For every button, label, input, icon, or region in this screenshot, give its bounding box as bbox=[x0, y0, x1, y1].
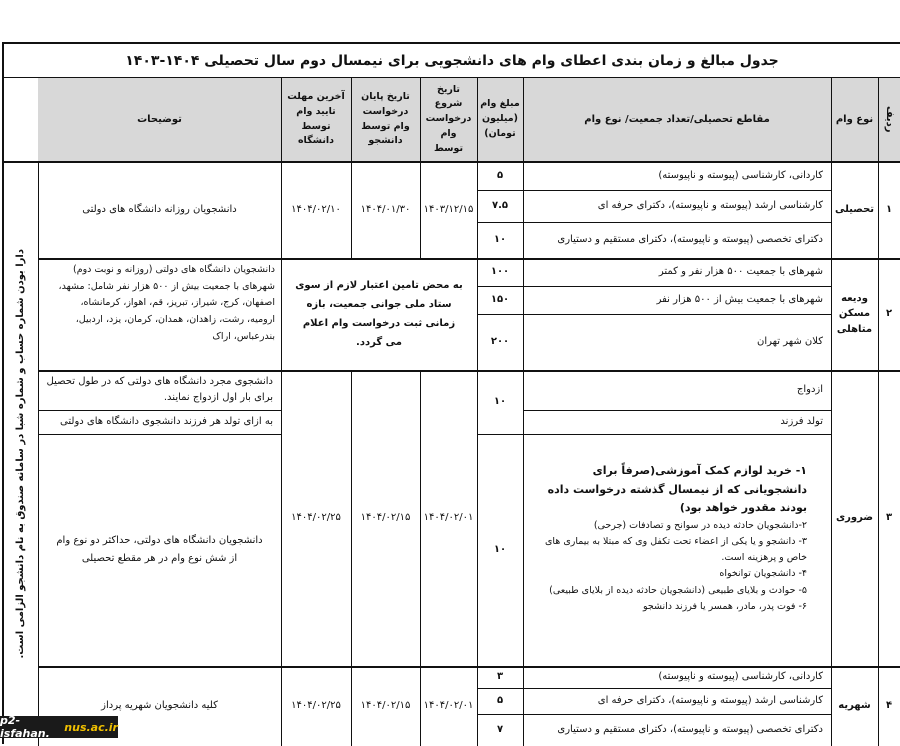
row3-deadline: ۱۴۰۴/۰۲/۲۵ bbox=[291, 512, 341, 524]
row2-note-line: اصفهان، کرج، شیراز، تبریز، قم، اهواز، کرمانشاه، bbox=[80, 297, 275, 309]
grid-line bbox=[477, 286, 831, 287]
row3-list-item: ۲-دانشجویان حادثه دیده در سوانح و تصادفات (جرحی) bbox=[593, 520, 807, 532]
row2-note-line: بندرعباس، اراک bbox=[212, 330, 275, 342]
row3-type: ضروری bbox=[835, 512, 874, 524]
grid-line bbox=[477, 190, 831, 191]
row3-birth-label: تولد فرزند bbox=[780, 416, 823, 428]
watermark-prefix: p2-isfahan. bbox=[0, 714, 50, 740]
grid-line bbox=[477, 714, 831, 715]
grid-line bbox=[878, 78, 879, 746]
row2-item3-label: کلان شهر تهران bbox=[757, 336, 823, 348]
row1-end-date: ۱۴۰۴/۰۱/۳۰ bbox=[360, 203, 411, 215]
grid-line bbox=[38, 370, 900, 372]
header-deadline: آخرین مهلت تایید وام توسط دانشگاه bbox=[281, 78, 351, 161]
row4-item3-amount: ۷ bbox=[496, 724, 504, 736]
row3-list-amount: ۱۰ bbox=[493, 544, 507, 556]
grid-line bbox=[477, 434, 831, 435]
grid-line bbox=[477, 78, 478, 746]
row3-end-date: ۱۴۰۴/۰۲/۱۵ bbox=[360, 512, 411, 524]
row1-item1-label: کاردانی، کارشناسی (پیوسته و ناپیوسته) bbox=[658, 169, 823, 181]
header-notes: توضیحات bbox=[38, 78, 281, 161]
row2-item3-amount: ۲۰۰ bbox=[490, 336, 510, 348]
row3-list-item: ۵- حوادث و بلایای طبیعی (دانشجویان حادثه دیده از بلایای طبیعی) bbox=[549, 584, 807, 596]
grid-line bbox=[831, 78, 832, 746]
row1-item1-amount: ۵ bbox=[496, 169, 504, 181]
row4-item1-label: کاردانی، کارشناسی (پیوسته و ناپیوسته) bbox=[658, 671, 823, 683]
row3-list-intro: ۱- خرید لوازم کمک آموزشی(صرفاً برای دانشجویانی که از نیمسال گذشته درخواست داده بودند مقدور خواهد بود) bbox=[547, 464, 807, 515]
header-row-no bbox=[878, 78, 900, 161]
row4-item2-label: کارشناسی ارشد (پیوسته و ناپیوسته)، دکترای حرفه ای bbox=[597, 695, 823, 707]
header-sections: مقاطع تحصیلی/تعداد جمعیت/ نوع وام bbox=[523, 78, 831, 161]
row4-item2-amount: ۵ bbox=[496, 695, 504, 707]
row3-start-date: ۱۴۰۴/۰۲/۰۱ bbox=[423, 512, 474, 524]
row2-type: ودیعه مسکن متاهلی bbox=[836, 292, 873, 335]
grid-line bbox=[38, 666, 900, 668]
row2-note-line: شهرهای با جمعیت بیش از ۵۰۰ هزار نفر شامل: مشهد، bbox=[58, 280, 275, 292]
watermark-domain: nus.ac.ir bbox=[64, 720, 118, 734]
grid-line bbox=[351, 370, 352, 746]
row3-list-item: ۶- فوت پدر، مادر، همسر یا فرزند دانشجو bbox=[642, 600, 807, 612]
grid-line bbox=[477, 314, 831, 315]
row2-item2-amount: ۱۵۰ bbox=[490, 294, 510, 306]
row3-note-marriage: دانشجوی مجرد دانشگاه های دولتی که در طول تحصیل برای بار اول ازدواج نمایند. bbox=[46, 376, 273, 403]
header-end-date: تاریخ پایان درخواست وام توسط دانشجو bbox=[351, 78, 420, 161]
row3-note-list: دانشجویان دانشگاه های دولتی، حداکثر دو نوع وام از شش نوع وام در هر مقطع تحصیلی bbox=[56, 535, 263, 564]
row4-type: شهریه bbox=[838, 700, 871, 712]
row2-note bbox=[38, 262, 281, 366]
page-title: جدول مبالغ و زمان بندی اعطای وام های دانشجویی برای نیمسال دوم سال تحصیلی ۱۴۰۴-۱۴۰۳ bbox=[4, 44, 900, 78]
grid-line bbox=[523, 410, 831, 411]
row1-item2-amount: ۷.۵ bbox=[492, 200, 509, 212]
row4-deadline: ۱۴۰۴/۰۲/۲۵ bbox=[291, 700, 341, 712]
side-note: دارا بودن شماره حساب و شماره شبا در سامانه صندوق به نام دانشجو الزامی است. bbox=[15, 248, 26, 659]
row3-note-birth: به ازای تولد هر فرزند دانشجوی دانشگاه های دولتی bbox=[60, 416, 273, 428]
row4-item1-amount: ۳ bbox=[496, 671, 504, 683]
row2-note-line: دانشجویان دانشگاه های دولتی (روزانه و نوبت دوم) bbox=[73, 264, 275, 275]
row2-schedule-note: به محض تامین اعتبار لازم از سوی ستاد ملی جوانی جمعیت، بازه زمانی ثبت درخواست وام اعلام می گردد. bbox=[295, 280, 463, 348]
row1-deadline: ۱۴۰۴/۰۲/۱۰ bbox=[291, 203, 341, 215]
loan-schedule-table bbox=[2, 42, 900, 744]
row4-number: ۴ bbox=[885, 700, 893, 712]
row3-list-item: ۴- دانشجویان توانخواه bbox=[719, 568, 807, 580]
row1-number: ۱ bbox=[885, 203, 893, 215]
grid-line bbox=[420, 370, 421, 746]
row1-start-date: ۱۴۰۳/۱۲/۱۵ bbox=[423, 203, 474, 215]
site-watermark[interactable] bbox=[0, 716, 118, 738]
row2-note-line: ارومیه، رشت، زاهدان، همدان، کرمان، یزد، اردبیل، bbox=[75, 313, 275, 325]
grid-line bbox=[477, 688, 831, 689]
row3-marriage-label: ازدواج bbox=[796, 384, 823, 396]
grid-line bbox=[281, 78, 282, 746]
row4-item3-label: دکترای تخصصی (پیوسته و ناپیوسته)، دکترای مستقیم و دستیاری bbox=[557, 724, 823, 736]
grid-line bbox=[523, 78, 524, 746]
row4-start-date: ۱۴۰۴/۰۲/۰۱ bbox=[423, 700, 474, 712]
row1-item3-amount: ۱۰ bbox=[493, 234, 507, 246]
row2-item1-label: شهرهای با جمعیت ۵۰۰ هزار نفر و کمتر bbox=[658, 266, 823, 278]
header-loan-type: نوع وام bbox=[831, 78, 878, 161]
row1-item2-label: کارشناسی ارشد (پیوسته و ناپیوسته)، دکترای حرفه ای bbox=[597, 200, 823, 212]
grid-line bbox=[38, 410, 281, 411]
grid-line bbox=[351, 78, 352, 258]
row3-marriage-birth-amount: ۱۰ bbox=[493, 396, 507, 408]
grid-line bbox=[4, 161, 900, 163]
header-amount: مبلغ وام (میلیون تومان) bbox=[477, 78, 523, 161]
row3-loan-list bbox=[523, 462, 831, 662]
row4-note: کلیه دانشجویان شهریه پرداز bbox=[101, 700, 218, 712]
header-row-no-label: ردیف bbox=[884, 106, 895, 133]
row1-item3-label: دکترای تخصصی (پیوسته و ناپیوسته)، دکترای مستقیم و دستیاری bbox=[557, 234, 823, 246]
row1-type: تحصیلی bbox=[834, 203, 875, 215]
row2-item1-amount: ۱۰۰ bbox=[490, 266, 510, 278]
header-start-date: تاریخ شروع درخواست وام توسط bbox=[420, 78, 477, 161]
row1-note: دانشجویان روزانه دانشگاه های دولتی bbox=[82, 203, 237, 215]
row3-list-item: ۳- دانشجو و یا یکی از اعضاء تحت تکفل وی که مبتلا به بیماری های خاص و پرهزینه است. bbox=[544, 536, 807, 564]
grid-line bbox=[38, 161, 39, 746]
row3-number: ۳ bbox=[885, 512, 893, 524]
side-note-cell bbox=[4, 161, 38, 746]
row4-end-date: ۱۴۰۴/۰۲/۱۵ bbox=[360, 700, 411, 712]
grid-line bbox=[38, 258, 900, 260]
grid-line bbox=[420, 78, 421, 258]
row2-item2-label: شهرهای با جمعیت بیش از ۵۰۰ هزار نفر bbox=[656, 294, 823, 306]
grid-line bbox=[38, 434, 281, 435]
grid-line bbox=[477, 222, 831, 223]
row2-number: ۲ bbox=[885, 308, 893, 320]
